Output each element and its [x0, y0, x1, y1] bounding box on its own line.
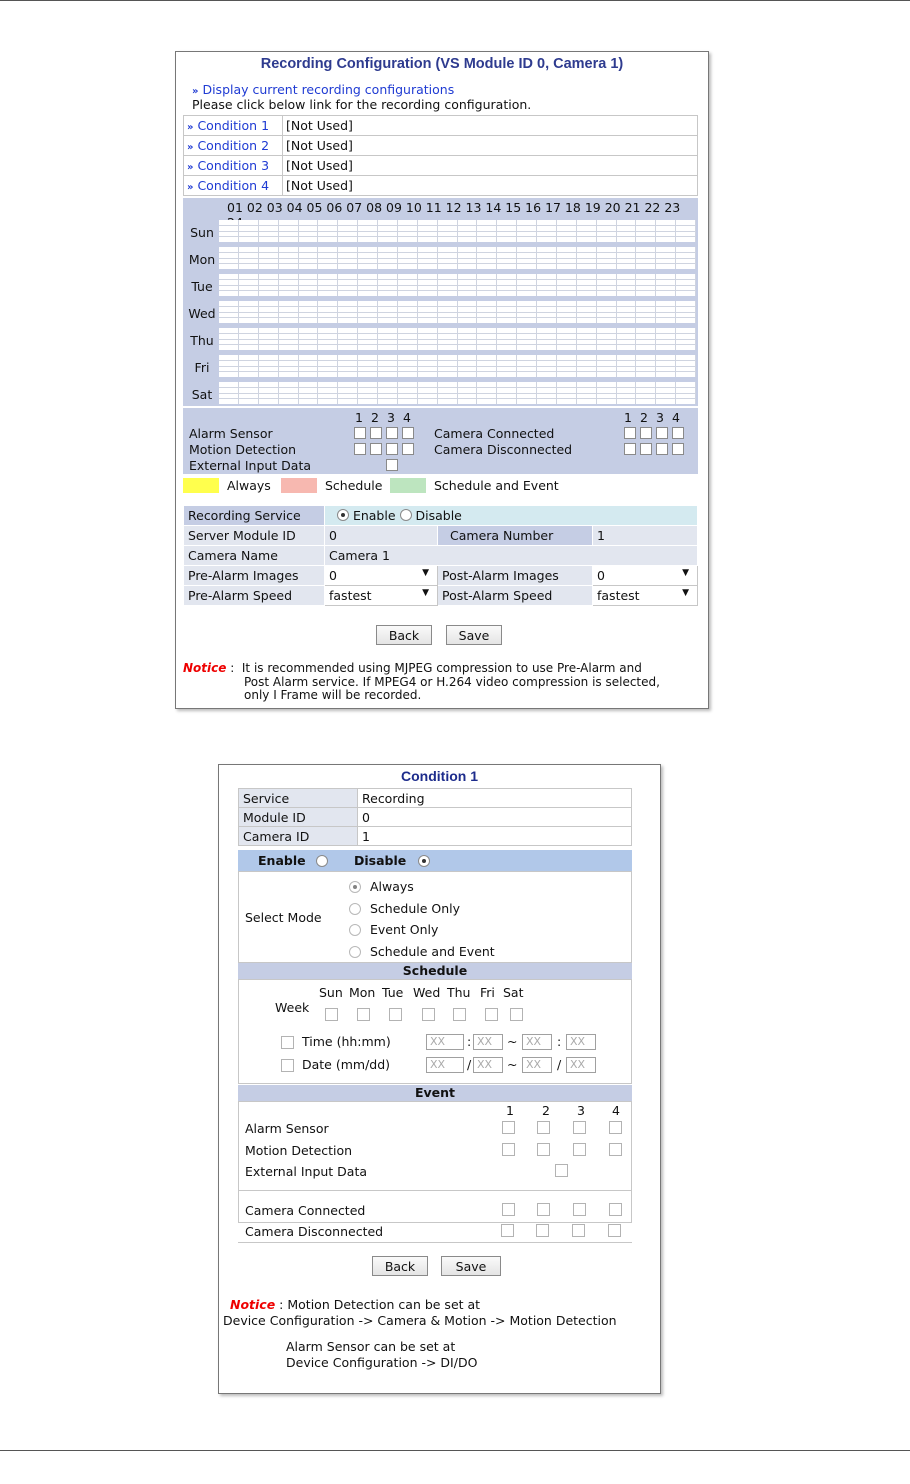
- enable-disable-bar: [238, 850, 632, 871]
- disable-radio[interactable]: [400, 509, 412, 521]
- enable-radio[interactable]: [316, 855, 328, 867]
- dropdown-arrow-icon: ▼: [422, 568, 429, 578]
- camera-name-label: Camera Name: [184, 546, 325, 566]
- external-input-label: External Input Data: [189, 458, 312, 473]
- alarm-sensor-ch3-indicator: [386, 427, 398, 439]
- condition-1-value: [Not Used]: [283, 116, 698, 136]
- disable-label: Disable: [354, 853, 407, 868]
- hour-labels: 01 02 03 04 05 06 07 08 09 10 11 12 13 14 15 16 17 18 19 20 21 22 23: [227, 200, 681, 215]
- schedule-subline: [219, 317, 696, 318]
- alarm-sensor-ch2-checkbox[interactable]: [537, 1121, 550, 1134]
- date-tilde: ~: [507, 1057, 518, 1072]
- motion-ch3-indicator: [386, 443, 398, 455]
- camera-connected-label: Camera Connected: [245, 1203, 366, 1218]
- motion-detection-label: Motion Detection: [189, 442, 297, 457]
- schedule-subline: [219, 398, 696, 399]
- alarm-sensor-label: Alarm Sensor: [245, 1121, 329, 1136]
- week-sun-checkbox[interactable]: [325, 1008, 338, 1021]
- notice-colon: :: [226, 661, 235, 675]
- dropdown-arrow-icon: ▼: [422, 588, 429, 598]
- double-chevron-icon: »: [187, 182, 194, 193]
- time-colon: :: [467, 1034, 472, 1049]
- time-checkbox[interactable]: [281, 1036, 294, 1049]
- mode-event-only-label: Event Only: [370, 922, 439, 937]
- date-slash: /: [557, 1057, 562, 1072]
- channel-header: 3: [387, 410, 395, 425]
- date-start-day-input[interactable]: XX: [473, 1057, 503, 1073]
- server-module-id-value: 0: [325, 526, 438, 546]
- camera-number-label: Camera Number: [438, 526, 593, 546]
- camera-disconnected-ch3-indicator: [656, 443, 668, 455]
- alarm-sensor-ch4-indicator: [402, 427, 414, 439]
- service-label: Service: [239, 789, 358, 808]
- notice-line: : Motion Detection can be set at: [275, 1297, 481, 1312]
- condition-3-value: [Not Used]: [283, 156, 698, 176]
- channel-header: 1: [355, 410, 363, 425]
- week-fri-checkbox[interactable]: [485, 1008, 498, 1021]
- camera-connected-ch4-checkbox[interactable]: [609, 1203, 622, 1216]
- schedule-subline: [219, 225, 696, 226]
- condition-row: [184, 176, 698, 196]
- back-button[interactable]: Back: [376, 625, 432, 645]
- schedule-subline: [219, 236, 696, 237]
- condition-row: [184, 136, 698, 156]
- mode-schedule-event-radio[interactable]: [349, 946, 361, 958]
- condition-4-link[interactable]: » Condition 4: [184, 176, 283, 196]
- alarm-sensor-ch1-checkbox[interactable]: [502, 1121, 515, 1134]
- panel-title: Recording Configuration (VS Module ID 0, Camera 1): [260, 56, 624, 72]
- condition-row: [184, 156, 698, 176]
- dropdown-arrow-icon: ▼: [682, 588, 689, 598]
- channel-header: 3: [577, 1103, 585, 1118]
- notice-text: [183, 662, 703, 703]
- motion-ch4-indicator: [402, 443, 414, 455]
- schedule-subline: [219, 306, 696, 307]
- post-alarm-images-label: Post-Alarm Images: [438, 566, 593, 586]
- post-alarm-images-select[interactable]: [593, 566, 698, 586]
- schedule-row-thu: [219, 328, 696, 350]
- alarm-sensor-label: Alarm Sensor: [189, 426, 273, 441]
- legend-schedule-label: Schedule: [325, 478, 383, 493]
- week-tue-checkbox[interactable]: [389, 1008, 402, 1021]
- schedule-subline: [219, 387, 696, 388]
- schedule-subline: [219, 263, 696, 264]
- legend-schedule-event-label: Schedule and Event: [434, 478, 559, 493]
- time-start-hour-input[interactable]: XX: [426, 1034, 464, 1050]
- motion-ch2-checkbox[interactable]: [537, 1143, 550, 1156]
- camera-connected-ch3-checkbox[interactable]: [573, 1203, 586, 1216]
- pre-alarm-images-value: 0: [329, 568, 337, 583]
- week-day-mon: Mon: [349, 985, 376, 1000]
- bottom-rule: [0, 1450, 910, 1451]
- week-day-tue: Tue: [382, 985, 404, 1000]
- condition-info-table: [238, 788, 632, 846]
- schedule-subline: [219, 393, 696, 394]
- pre-alarm-images-label: Pre-Alarm Images: [184, 566, 325, 586]
- server-module-id-label: Server Module ID: [184, 526, 325, 546]
- week-thu-checkbox[interactable]: [453, 1008, 466, 1021]
- weekly-schedule-grid: [183, 198, 698, 406]
- motion-ch1-indicator: [354, 443, 366, 455]
- pre-alarm-speed-select[interactable]: [325, 586, 438, 606]
- camera-connected-ch2-indicator: [640, 427, 652, 439]
- channel-header: 4: [403, 410, 411, 425]
- time-label: Time (hh:mm): [302, 1034, 391, 1049]
- motion-detection-label: Motion Detection: [245, 1143, 353, 1158]
- module-id-value: 0: [358, 808, 632, 827]
- schedule-subline: [219, 252, 696, 253]
- motion-ch1-checkbox[interactable]: [502, 1143, 515, 1156]
- time-end-hour-input[interactable]: XX: [522, 1034, 552, 1050]
- schedule-subline: [219, 258, 696, 259]
- camera-disconnected-ch2-indicator: [640, 443, 652, 455]
- time-end-minute-input[interactable]: XX: [566, 1034, 596, 1050]
- alarm-sensor-ch3-checkbox[interactable]: [573, 1121, 586, 1134]
- service-value: Recording: [358, 789, 632, 808]
- schedule-row-fri: [219, 355, 696, 377]
- date-label: Date (mm/dd): [302, 1057, 391, 1072]
- mode-always-radio[interactable]: [349, 881, 361, 893]
- display-configurations-link[interactable]: » Display current recording configurations: [192, 82, 455, 97]
- event-bottom-border: [238, 1242, 632, 1243]
- schedule-subline: [219, 371, 696, 372]
- schedule-row-tue: [219, 274, 696, 296]
- disable-radio[interactable]: [418, 855, 430, 867]
- date-checkbox[interactable]: [281, 1059, 294, 1072]
- channel-header: 2: [371, 410, 379, 425]
- schedule-subline: [219, 360, 696, 361]
- day-label-wed: Wed: [188, 306, 216, 321]
- schedule-row-mon: [219, 247, 696, 269]
- day-label-mon: Mon: [188, 252, 216, 267]
- condition-save-button[interactable]: Save: [441, 1256, 501, 1276]
- legend-schedule-swatch: [281, 478, 317, 493]
- week-mon-checkbox[interactable]: [357, 1008, 370, 1021]
- schedule-subline: [219, 333, 696, 334]
- camera-disconnected-ch1-checkbox[interactable]: [501, 1224, 514, 1237]
- date-start-month-input[interactable]: XX: [426, 1057, 464, 1073]
- schedule-subline: [219, 312, 696, 313]
- notice-line: Alarm Sensor can be set at: [286, 1339, 456, 1354]
- camera-disconnected-ch1-indicator: [624, 443, 636, 455]
- mode-event-only-radio[interactable]: [349, 924, 361, 936]
- time-tilde: ~: [507, 1034, 518, 1049]
- notice-line: Device Configuration -> Camera & Motion -> Motion Detection: [223, 1313, 617, 1328]
- week-wed-checkbox[interactable]: [422, 1008, 435, 1021]
- camera-disconnected-ch2-checkbox[interactable]: [536, 1224, 549, 1237]
- mode-schedule-only-label: Schedule Only: [370, 901, 461, 916]
- alarm-sensor-ch2-indicator: [370, 427, 382, 439]
- condition-2-link[interactable]: » Condition 2: [184, 136, 283, 156]
- double-chevron-icon: »: [187, 122, 194, 133]
- post-alarm-speed-label: Post-Alarm Speed: [438, 586, 593, 606]
- motion-ch4-checkbox[interactable]: [609, 1143, 622, 1156]
- instruction-text: Please click below link for the recording configuration.: [192, 97, 532, 112]
- post-alarm-images-value: 0: [597, 568, 605, 583]
- schedule-row-sat: [219, 382, 696, 404]
- camera-connected-label: Camera Connected: [434, 426, 555, 441]
- schedule-section: [238, 979, 632, 1084]
- event-divider: [239, 1190, 631, 1191]
- schedule-subline: [219, 279, 696, 280]
- condition-1-panel: [218, 764, 661, 1394]
- date-end-day-input[interactable]: XX: [566, 1057, 596, 1073]
- schedule-subline: [219, 366, 696, 367]
- channel-header: 3: [656, 410, 664, 425]
- notice-line: It is recommended using MJPEG compression to use Pre-Alarm and: [241, 661, 642, 675]
- channel-header: 2: [640, 410, 648, 425]
- external-input-indicator: [386, 459, 398, 471]
- camera-connected-ch2-checkbox[interactable]: [537, 1203, 550, 1216]
- schedule-header: Schedule: [238, 963, 632, 979]
- condition-title: Condition 1: [401, 768, 478, 784]
- camera-connected-ch4-indicator: [672, 427, 684, 439]
- channel-header: 2: [542, 1103, 550, 1118]
- recording-service-table: [183, 505, 698, 606]
- condition-row: [184, 116, 698, 136]
- camera-disconnected-ch3-checkbox[interactable]: [572, 1224, 585, 1237]
- recording-configuration-panel: [175, 51, 709, 709]
- day-label-sun: Sun: [190, 225, 214, 240]
- channel-header: 1: [506, 1103, 514, 1118]
- event-section: [238, 1101, 632, 1223]
- select-mode-section: [238, 871, 632, 963]
- condition-2-value: [Not Used]: [283, 136, 698, 156]
- schedule-subline: [219, 231, 696, 232]
- camera-name-value: Camera 1: [325, 546, 698, 566]
- date-end-month-input[interactable]: XX: [522, 1057, 552, 1073]
- schedule-row-wed: [219, 301, 696, 323]
- condition-1-link[interactable]: » Condition 1: [184, 116, 283, 136]
- external-input-label: External Input Data: [245, 1164, 368, 1179]
- motion-ch3-checkbox[interactable]: [573, 1143, 586, 1156]
- schedule-subline: [219, 285, 696, 286]
- mode-always-label: Always: [370, 879, 414, 894]
- dropdown-arrow-icon: ▼: [682, 568, 689, 578]
- condition-back-button[interactable]: Back: [372, 1256, 428, 1276]
- week-day-fri: Fri: [480, 985, 495, 1000]
- schedule-subline: [219, 339, 696, 340]
- camera-connected-ch1-indicator: [624, 427, 636, 439]
- save-button[interactable]: Save: [446, 625, 502, 645]
- week-label: Week: [275, 1000, 310, 1015]
- enable-radio-label: Enable: [352, 508, 396, 523]
- camera-connected-ch1-checkbox[interactable]: [502, 1203, 515, 1216]
- camera-disconnected-label: Camera Disconnected: [434, 442, 573, 457]
- legend-always-label: Always: [227, 478, 271, 493]
- notice-line: Device Configuration -> DI/DO: [286, 1355, 478, 1370]
- date-slash: /: [467, 1057, 472, 1072]
- module-id-label: Module ID: [239, 808, 358, 827]
- top-rule: [0, 0, 910, 1]
- event-summary-table: [183, 408, 698, 474]
- select-mode-label: Select Mode: [245, 910, 322, 925]
- camera-number-value: 1: [593, 526, 698, 546]
- condition-4-value: [Not Used]: [283, 176, 698, 196]
- schedule-subline: [219, 290, 696, 291]
- week-day-sun: Sun: [319, 985, 343, 1000]
- week-day-thu: Thu: [447, 985, 471, 1000]
- motion-ch2-indicator: [370, 443, 382, 455]
- alarm-sensor-ch4-checkbox[interactable]: [609, 1121, 622, 1134]
- legend-schedule-event-swatch: [390, 478, 426, 493]
- condition-notice: [223, 1297, 659, 1371]
- double-chevron-icon: »: [187, 162, 194, 173]
- external-input-checkbox[interactable]: [555, 1164, 568, 1177]
- day-label-thu: Thu: [190, 333, 214, 348]
- double-chevron-icon: »: [192, 86, 199, 97]
- pre-alarm-images-select[interactable]: [325, 566, 438, 586]
- week-sat-checkbox[interactable]: [510, 1008, 523, 1021]
- double-chevron-icon: »: [187, 142, 194, 153]
- channel-header: 1: [624, 410, 632, 425]
- channel-header: 4: [612, 1103, 620, 1118]
- camera-disconnected-label: Camera Disconnected: [245, 1224, 384, 1239]
- week-day-wed: Wed: [413, 985, 441, 1000]
- time-start-minute-input[interactable]: XX: [473, 1034, 503, 1050]
- camera-disconnected-ch4-indicator: [672, 443, 684, 455]
- disable-radio-label: Disable: [415, 508, 462, 523]
- notice-line: only I Frame will be recorded.: [244, 688, 422, 702]
- camera-id-label: Camera ID: [239, 827, 358, 846]
- condition-3-link[interactable]: » Condition 3: [184, 156, 283, 176]
- alarm-sensor-ch1-indicator: [354, 427, 366, 439]
- week-day-sat: Sat: [503, 985, 524, 1000]
- day-label-fri: Fri: [194, 360, 210, 375]
- post-alarm-speed-value: fastest: [597, 588, 640, 603]
- pre-alarm-speed-label: Pre-Alarm Speed: [184, 586, 325, 606]
- mode-schedule-only-radio[interactable]: [349, 903, 361, 915]
- enable-label: Enable: [258, 853, 306, 868]
- notice-line: Post Alarm service. If MPEG4 or H.264 video compression is selected,: [244, 674, 660, 689]
- time-colon: :: [557, 1034, 562, 1049]
- legend-always-swatch: [183, 478, 219, 493]
- schedule-row-sun: [219, 220, 696, 242]
- event-header: Event: [238, 1085, 632, 1101]
- mode-schedule-event-label: Schedule and Event: [370, 944, 495, 959]
- enable-radio[interactable]: [337, 509, 349, 521]
- schedule-subline: [219, 344, 696, 345]
- notice-label: Notice: [230, 1297, 276, 1312]
- day-label-sat: Sat: [191, 387, 213, 402]
- condition-list: [183, 115, 698, 196]
- post-alarm-speed-select[interactable]: [593, 586, 698, 606]
- notice-label: Notice: [183, 661, 227, 675]
- channel-header: 4: [672, 410, 680, 425]
- pre-alarm-speed-value: fastest: [329, 588, 372, 603]
- recording-service-label: Recording Service: [184, 506, 325, 526]
- recording-service-options: [325, 506, 698, 526]
- day-label-tue: Tue: [191, 279, 213, 294]
- camera-id-value: 1: [358, 827, 632, 846]
- camera-connected-ch3-indicator: [656, 427, 668, 439]
- camera-disconnected-ch4-checkbox[interactable]: [608, 1224, 621, 1237]
